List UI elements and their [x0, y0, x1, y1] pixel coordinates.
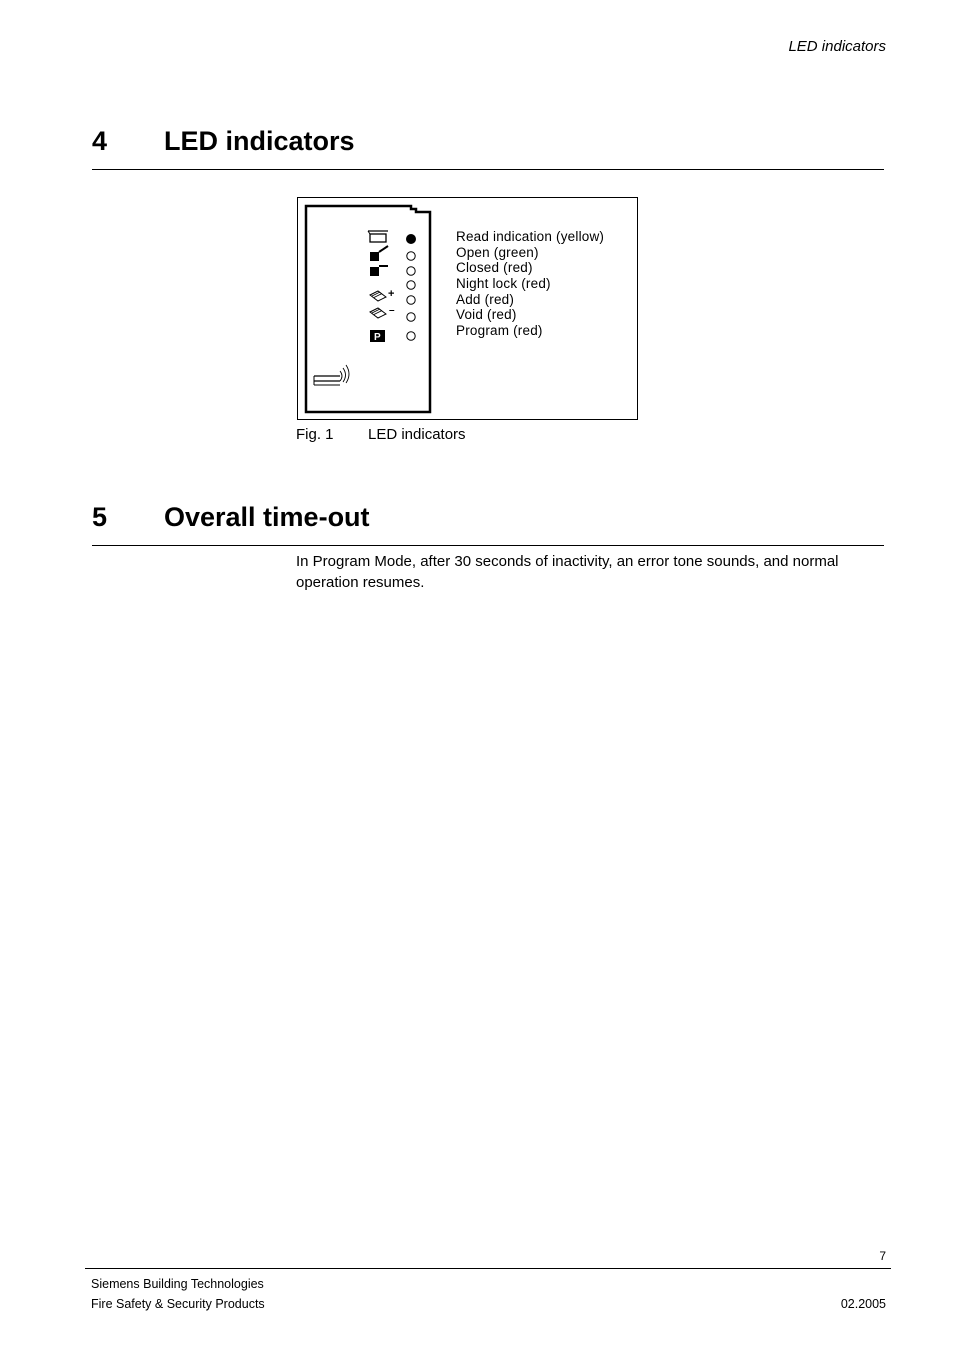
page-number: 7 — [879, 1249, 886, 1263]
legend-item: Program (red) — [456, 323, 543, 339]
door-closed-icon — [370, 266, 388, 276]
led-read — [407, 235, 416, 244]
plus-sign: + — [388, 288, 395, 300]
card-reader-icon — [368, 231, 388, 242]
section-title: LED indicators — [164, 126, 355, 156]
footer-company: Siemens Building Technologies — [91, 1277, 264, 1291]
card-void-icon — [370, 305, 395, 318]
section-title: Overall time-out — [164, 502, 370, 532]
led-void — [407, 313, 415, 321]
figure-caption — [296, 426, 466, 443]
door-open-icon — [370, 246, 388, 261]
led-add — [407, 296, 415, 304]
legend-item: Read indication (yellow) — [456, 229, 605, 244]
minus-sign: – — [389, 305, 395, 316]
led-open — [407, 252, 415, 260]
moon-icon — [376, 278, 381, 288]
figure-caption-text: LED indicators — [368, 426, 466, 443]
section-number: 5 — [92, 502, 108, 532]
footer-divider — [85, 1268, 891, 1269]
card-add-icon — [370, 288, 394, 301]
figure-caption-label: Fig. 1 — [296, 426, 334, 443]
legend-item: Void (red) — [456, 307, 517, 323]
footer-division: Fire Safety & Security Products — [91, 1297, 265, 1311]
led-night-lock — [407, 281, 415, 289]
led-legend — [456, 229, 604, 339]
section-5-heading — [92, 502, 884, 546]
card-swipe-icon — [314, 365, 349, 385]
legend-item: Add (red) — [456, 291, 515, 307]
led-closed — [407, 267, 415, 275]
footer-left — [91, 1274, 265, 1314]
program-glyph: P — [374, 332, 381, 343]
running-header: LED indicators — [788, 38, 886, 55]
program-icon — [370, 330, 385, 343]
legend-item: Closed (red) — [456, 260, 533, 276]
footer-date: 02.2005 — [840, 1297, 886, 1311]
legend-item: Night lock (red) — [456, 276, 551, 292]
led-indicators-figure — [297, 197, 638, 420]
legend-item: Open (green) — [456, 244, 539, 260]
section-number: 4 — [92, 126, 108, 156]
section-5-paragraph: In Program Mode, after 30 seconds of inactivity, an error tone sounds, and normal operation resumes. — [296, 553, 839, 591]
section-4-heading — [92, 126, 884, 170]
led-program — [407, 332, 415, 340]
